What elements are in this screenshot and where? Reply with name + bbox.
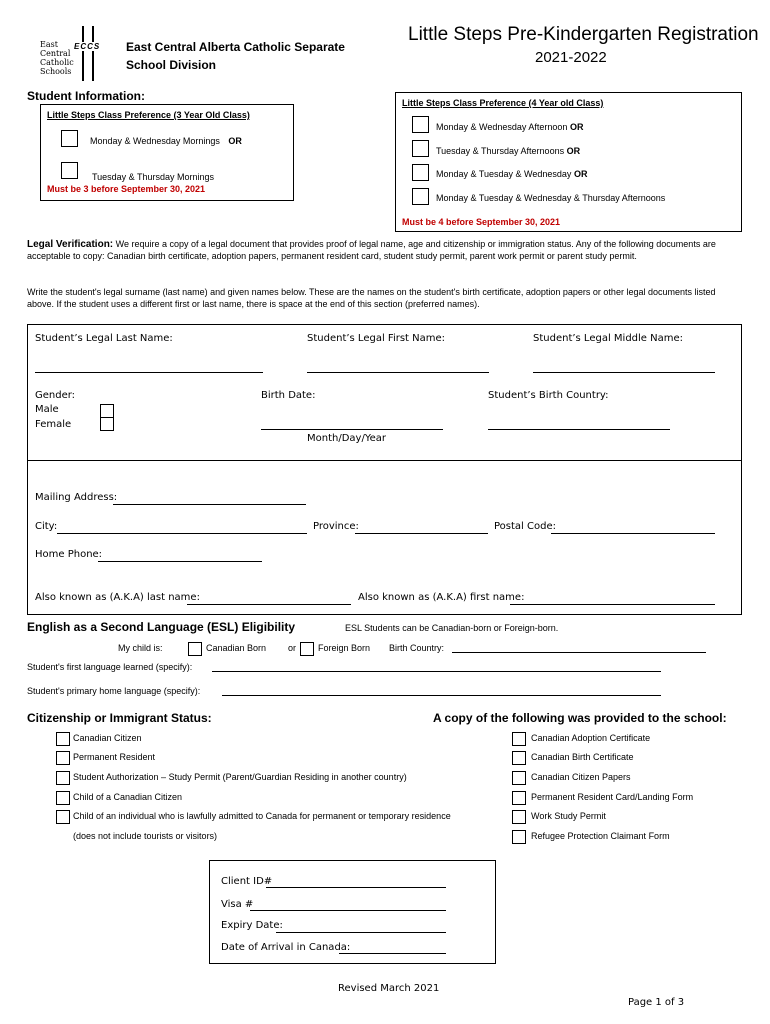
logo-text [40, 40, 74, 76]
citizenship-heading: Citizenship or Immigrant Status: [27, 711, 212, 725]
mtwt-afternoons-checkbox[interactable] [412, 188, 429, 205]
three-year-title: Little Steps Class Preference (3 Year Old Class) [47, 110, 250, 120]
mtw-checkbox[interactable] [412, 164, 429, 181]
aka-first-label: Also known as (A.K.A) first name: [358, 592, 525, 603]
three-year-note: Must be 3 before September 30, 2021 [47, 184, 206, 194]
tourists-note: (does not include tourists or visitors) [73, 831, 218, 841]
arrival-field[interactable] [339, 953, 446, 954]
refugee-claimant-checkbox[interactable] [512, 830, 526, 844]
mw-afternoon-checkbox[interactable] [412, 116, 429, 133]
first-language-label: Student's first language learned (specify): [27, 662, 193, 672]
esl-heading: English as a Second Language (ESL) Eligibility [27, 620, 296, 634]
permanent-resident-label: Permanent Resident [73, 752, 156, 762]
logo-cross-icon [82, 26, 94, 81]
birth-certificate-checkbox[interactable] [512, 751, 526, 765]
mw-mornings-checkbox[interactable] [61, 130, 78, 147]
arrival-label: Date of Arrival in Canada: [221, 942, 351, 953]
child-of-citizen-label: Child of a Canadian Citizen [73, 792, 183, 802]
study-permit-label: Student Authorization – Study Permit (Parent/Guardian Residing in another country) [73, 772, 407, 782]
mw-afternoon-or: OR [569, 122, 584, 132]
client-id-label: Client ID# [221, 876, 273, 887]
tt-mornings-label: Tuesday & Thursday Mornings [92, 172, 215, 182]
city-label: City: [35, 521, 58, 532]
citizen-papers-checkbox[interactable] [512, 771, 526, 785]
mw-mornings-label [90, 136, 242, 146]
home-phone-label: Home Phone: [35, 549, 103, 560]
canadian-born-label: Canadian Born [206, 643, 267, 653]
esl-birth-country-label: Birth Country: [389, 643, 445, 653]
legal-paragraph-2: Write the student's legal surname (last name) and given names below. These are the names on the student's birth certificate, adoption papers or other legal documents listed above. If the student uses a different first or last name, there is space at the end of this section (preferred names). [27, 287, 716, 309]
home-phone-field[interactable] [98, 561, 262, 562]
revised-date: Revised March 2021 [338, 983, 440, 994]
pr-card-checkbox[interactable] [512, 791, 526, 805]
expiry-label: Expiry Date: [221, 920, 283, 931]
study-permit-checkbox[interactable] [56, 771, 70, 785]
mailing-label: Mailing Address: [35, 492, 118, 503]
my-child-label: My child is: [118, 643, 163, 653]
division-name [126, 38, 345, 74]
mtw-or: OR [573, 169, 588, 179]
lawfully-admitted-checkbox[interactable] [56, 810, 70, 824]
date-format-hint: Month/Day/Year [307, 433, 386, 444]
four-year-title: Little Steps Class Preference (4 Year old Class) [402, 98, 604, 108]
expiry-field[interactable] [276, 932, 446, 933]
mtwt-afternoons-label: Monday & Tuesday & Wednesday & Thursday Afternoons [436, 193, 666, 203]
male-label: Male [35, 404, 59, 415]
school-logo [40, 26, 110, 82]
tt-afternoons-or: OR [566, 146, 581, 156]
child-of-citizen-checkbox[interactable] [56, 791, 70, 805]
logo-line-3: Catholic [40, 58, 74, 67]
first-language-field[interactable] [212, 671, 661, 672]
first-name-field[interactable] [307, 372, 489, 373]
three-year-class-box [40, 104, 294, 201]
pr-card-label: Permanent Resident Card/Landing Form [531, 792, 694, 802]
visa-label: Visa # [221, 899, 254, 910]
home-language-label: Student's primary home language (specify): [27, 686, 201, 696]
permanent-resident-checkbox[interactable] [56, 751, 70, 765]
legal-heading: Legal Verification: [27, 239, 114, 250]
esl-birth-country-field[interactable] [452, 652, 706, 653]
legal-text-1: We require a copy of a legal document that provides proof of legal name, age and citizenship or immigration status. Any of the following documents are acceptable to copy: Canadian birth certificate, adoption papers, permanent resident card, student study permit, parent work permit or parent study permit. [27, 239, 716, 261]
aka-first-field[interactable] [510, 604, 715, 605]
female-label: Female [35, 419, 72, 430]
school-year: 2021-2022 [535, 49, 607, 66]
logo-line-1: East [40, 40, 58, 49]
mw-mornings-or: OR [228, 136, 242, 146]
aka-last-label: Also known as (A.K.A) last name: [35, 592, 200, 603]
logo-line-4: Schools [40, 67, 72, 76]
birth-date-field[interactable] [261, 429, 443, 430]
mw-mornings-text: Monday & Wednesday Mornings [90, 136, 220, 146]
page-number: Page 1 of 3 [628, 997, 685, 1008]
division-line-2: School Division [126, 58, 217, 72]
foreign-born-checkbox[interactable] [300, 642, 314, 656]
four-year-note: Must be 4 before September 30, 2021 [402, 217, 561, 227]
mtw-text: Monday & Tuesday & Wednesday [436, 169, 572, 179]
student-info-heading: Student Information: [27, 89, 145, 103]
division-line-1: East Central Alberta Catholic Separate [126, 40, 345, 54]
foreign-born-label: Foreign Born [318, 643, 371, 653]
postal-label: Postal Code: [494, 521, 556, 532]
tt-afternoons-text: Tuesday & Thursday Afternoons [436, 146, 565, 156]
postal-field[interactable] [551, 533, 715, 534]
home-language-field[interactable] [222, 695, 661, 696]
canadian-born-checkbox[interactable] [188, 642, 202, 656]
visa-field[interactable] [250, 910, 446, 911]
client-id-field[interactable] [266, 887, 446, 888]
refugee-claimant-label: Refugee Protection Claimant Form [531, 831, 670, 841]
mtw-label [436, 169, 587, 179]
city-field[interactable] [57, 533, 307, 534]
work-study-permit-label: Work Study Permit [531, 811, 606, 821]
address-box [27, 460, 742, 615]
birth-country-label: Student’s Birth Country: [488, 390, 609, 401]
middle-name-field[interactable] [533, 372, 715, 373]
tt-afternoons-label [436, 146, 580, 156]
mw-afternoon-label [436, 122, 583, 132]
lawfully-admitted-label: Child of an individual who is lawfully admitted to Canada for permanent or temporary residence [73, 811, 451, 821]
client-info-box [209, 860, 496, 964]
adoption-certificate-label: Canadian Adoption Certificate [531, 733, 651, 743]
four-year-class-box [395, 92, 742, 232]
birth-certificate-label: Canadian Birth Certificate [531, 752, 634, 762]
birth-date-label: Birth Date: [261, 390, 316, 401]
aka-last-field[interactable] [187, 604, 351, 605]
male-checkbox[interactable] [100, 404, 114, 418]
or-label: or [288, 643, 297, 653]
logo-line-2: Central [40, 49, 71, 58]
last-name-label: Student’s Legal Last Name: [35, 333, 173, 344]
last-name-field[interactable] [35, 372, 263, 373]
page-title: Little Steps Pre-Kindergarten Registration [408, 24, 759, 45]
first-name-label: Student’s Legal First Name: [307, 333, 446, 344]
gender-label: Gender: [35, 390, 76, 401]
esl-note: ESL Students can be Canadian-born or Foreign-born. [345, 623, 559, 633]
legal-paragraph-1 [27, 239, 742, 262]
canadian-citizen-checkbox[interactable] [56, 732, 70, 746]
work-study-permit-checkbox[interactable] [512, 810, 526, 824]
canadian-citizen-label: Canadian Citizen [73, 733, 142, 743]
documents-heading: A copy of the following was provided to the school: [433, 711, 727, 725]
province-field[interactable] [355, 533, 488, 534]
adoption-certificate-checkbox[interactable] [512, 732, 526, 746]
middle-name-label: Student’s Legal Middle Name: [533, 333, 683, 344]
birth-country-field[interactable] [488, 429, 670, 430]
mw-afternoon-text: Monday & Wednesday Afternoon [436, 122, 568, 132]
mailing-field[interactable] [113, 504, 306, 505]
province-label: Province: [313, 521, 359, 532]
tt-afternoons-checkbox[interactable] [412, 140, 429, 157]
student-details-box [27, 324, 742, 462]
logo-mark: ECCS [74, 42, 101, 51]
citizen-papers-label: Canadian Citizen Papers [531, 772, 631, 782]
female-checkbox[interactable] [100, 417, 114, 431]
tt-mornings-checkbox[interactable] [61, 162, 78, 179]
